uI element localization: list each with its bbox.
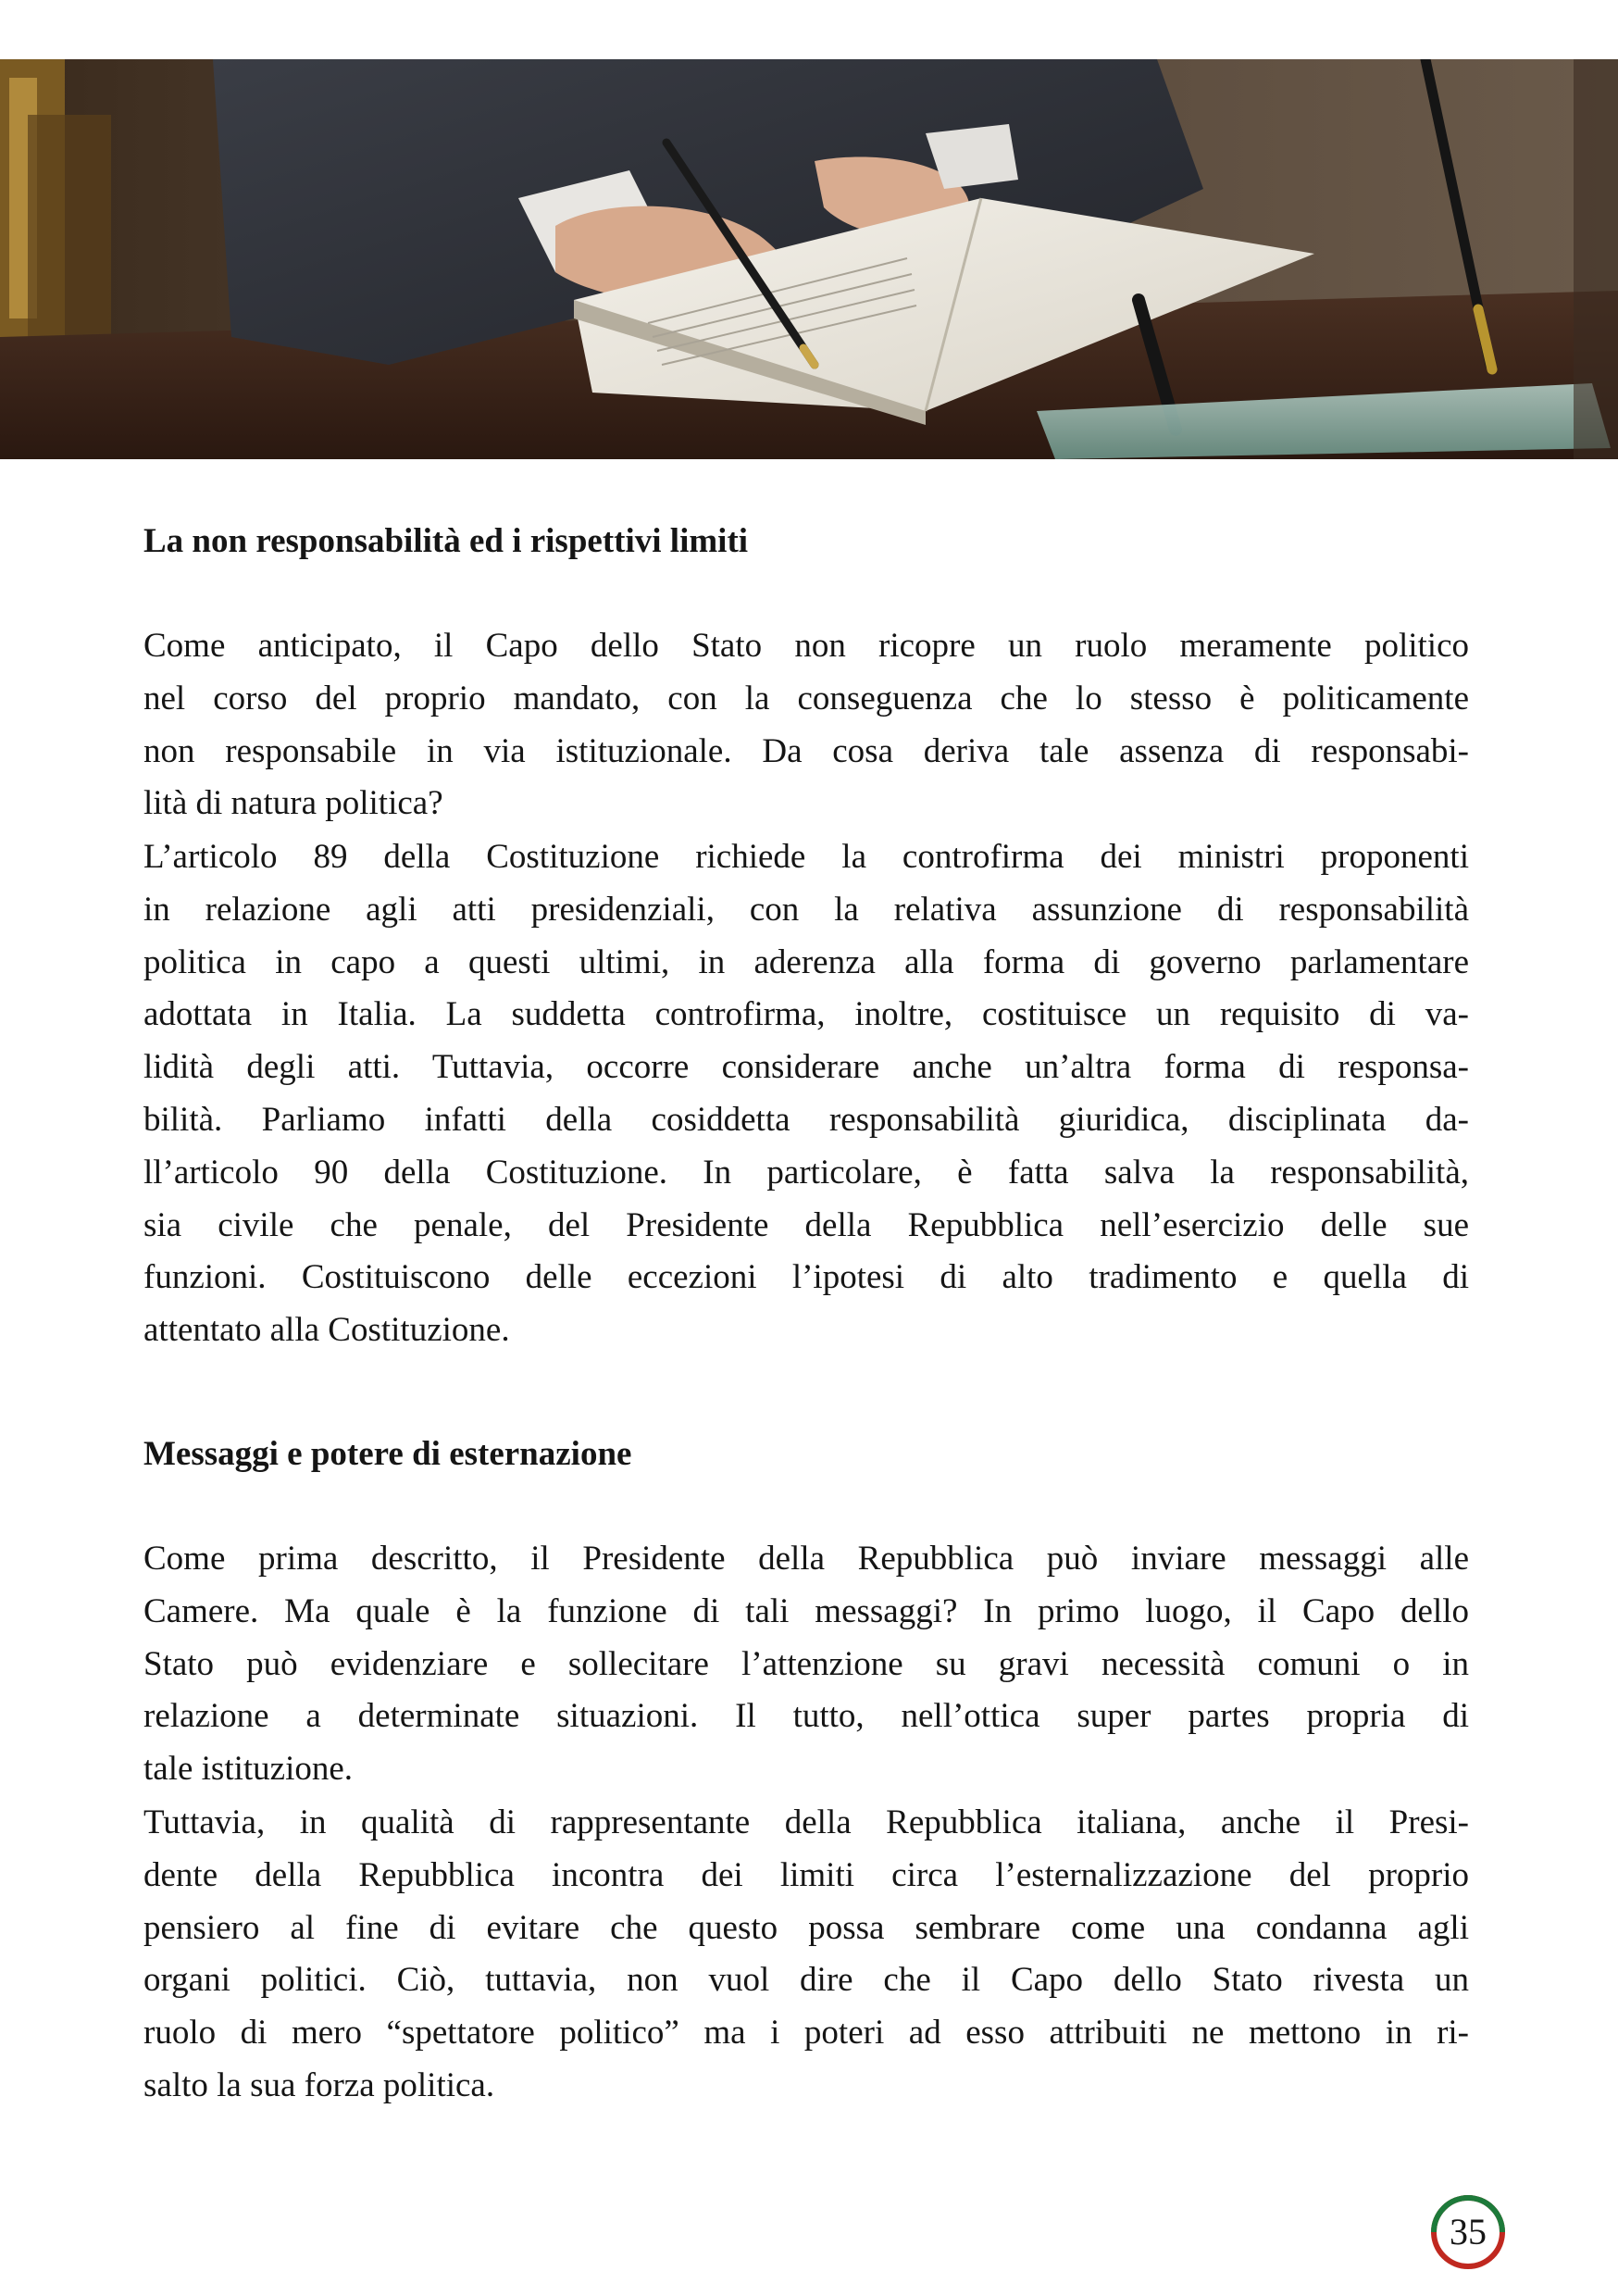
text-line: ruolo di mero “spettatore politico” ma i poteri ad esso attribuiti ne mettono in ri- — [143, 2014, 1469, 2053]
text-line: sia civile che penale, del Presidente della Repubblica nell’esercizio delle sue — [143, 1205, 1469, 1244]
paragraph — [143, 831, 1469, 1357]
text-line: adottata in Italia. La suddetta controfirma, inoltre, costituisce un requisito di va- — [143, 995, 1469, 1034]
paragraph — [143, 620, 1469, 830]
text-line: lidità degli atti. Tuttavia, occorre considerare anche un’altra forma di responsa- — [143, 1048, 1469, 1087]
text-line: pensiero al fine di evitare che questo possa sembrare come una condanna agli — [143, 1908, 1469, 1947]
text-line: ll’articolo 90 della Costituzione. In particolare, è fatta salva la responsabilità, — [143, 1153, 1469, 1192]
text-line: lità di natura politica? — [143, 784, 443, 823]
header-photo — [0, 59, 1618, 459]
section-heading: La non responsabilità ed i rispettivi limiti — [143, 522, 749, 560]
text-line: Camere. Ma quale è la funzione di tali messaggi? In primo luogo, il Capo dello — [143, 1591, 1469, 1630]
paragraph — [143, 1797, 1469, 2113]
text-line: L’articolo 89 della Costituzione richiede la controfirma dei ministri proponenti — [143, 838, 1469, 876]
page-number: 35 — [1450, 2211, 1487, 2252]
text-line: bilità. Parliamo infatti della cosiddetta responsabilità giuridica, disciplinata da- — [143, 1100, 1469, 1139]
text-line: non responsabile in via istituzionale. Da cosa deriva tale assenza di responsabi- — [143, 731, 1469, 770]
text-line: Tuttavia, in qualità di rappresentante della Repubblica italiana, anche il Presi- — [143, 1803, 1469, 1841]
text-line: attentato alla Costituzione. — [143, 1311, 510, 1350]
text-line: funzioni. Costituiscono delle eccezioni l’ipotesi di alto tradimento e quella di — [143, 1258, 1469, 1297]
text-line: Come prima descritto, il Presidente della Repubblica può inviare messaggi alle — [143, 1540, 1469, 1578]
text-line: organi politici. Ciò, tuttavia, non vuol dire che il Capo dello Stato rivesta un — [143, 1961, 1469, 2000]
text-line: salto la sua forza politica. — [143, 2065, 495, 2104]
text-line: relazione a determinate situazioni. Il tutto, nell’ottica super partes propria di — [143, 1697, 1469, 1736]
paragraph — [143, 1533, 1469, 1796]
text-line: nel corso del proprio mandato, con la conseguenza che lo stesso è politicamente — [143, 679, 1469, 718]
text-line: politica in capo a questi ultimi, in aderenza alla forma di governo parlamentare — [143, 942, 1469, 981]
text-line: tale istituzione. — [143, 1750, 354, 1789]
text-line: in relazione agli atti presidenziali, con la relativa assunzione di responsabilità — [143, 890, 1469, 929]
text-line: dente della Repubblica incontra dei limiti circa l’esternalizzazione del proprio — [143, 1855, 1469, 1894]
section-heading: Messaggi e potere di esternazione — [143, 1435, 632, 1473]
text-line: Stato può evidenziare e sollecitare l’attenzione su gravi necessità comuni o in — [143, 1644, 1469, 1683]
text-line: Come anticipato, il Capo dello Stato non ricopre un ruolo meramente politico — [143, 627, 1469, 665]
